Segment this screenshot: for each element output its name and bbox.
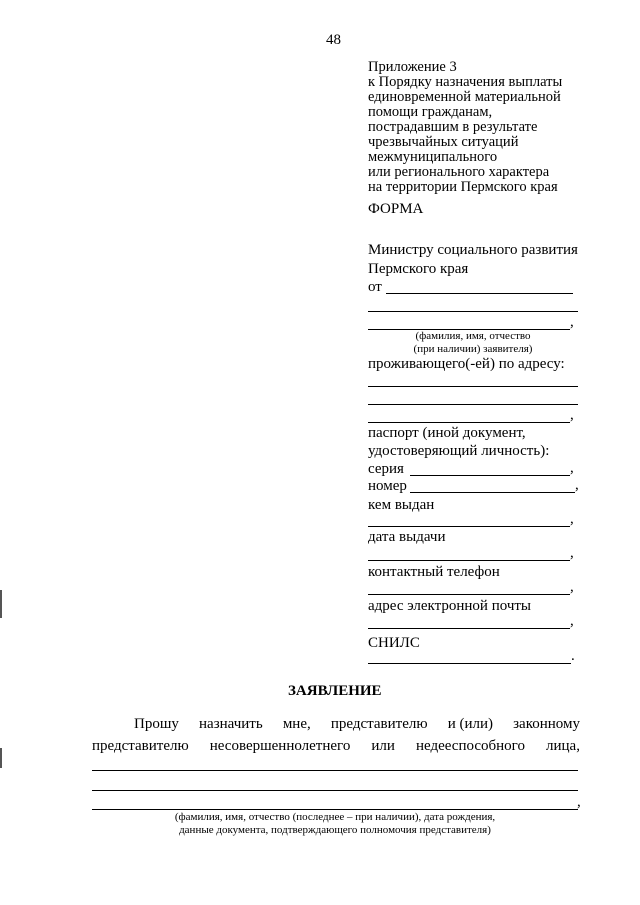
passport-series-field[interactable] (410, 475, 570, 476)
comma-mark: , (575, 477, 579, 493)
name-hint: (фамилия, имя, отчество (при наличии) заявителя) (413, 330, 533, 355)
representative-field[interactable] (92, 790, 578, 791)
comma-mark: , (570, 314, 574, 330)
address-field[interactable] (368, 422, 570, 423)
period-mark: . (571, 648, 575, 664)
issue-date-field[interactable] (368, 560, 570, 561)
issued-by-field[interactable] (368, 526, 570, 527)
appendix-line: единовременной материальной (368, 89, 561, 105)
representative-hint: (фамилия, имя, отчество (последнее – при наличии), дата рождения, данные документа, подтверждающего полномочия представителя) (174, 811, 496, 836)
statement-title: ЗАЯВЛЕНИЕ (288, 683, 382, 699)
statement-line-2 (92, 738, 580, 755)
appendix-line: к Порядку назначения выплаты (368, 74, 563, 90)
statement-word: лица, (546, 738, 580, 754)
address-field[interactable] (368, 404, 578, 405)
appendix-line: на территории Пермского края (368, 179, 558, 195)
form-label: ФОРМА (368, 201, 424, 217)
comma-mark: , (570, 460, 574, 476)
representative-field[interactable] (92, 770, 578, 771)
statement-word: мне, (282, 716, 311, 732)
issued-by-label: кем выдан (368, 497, 435, 513)
issue-date-label: дата выдачи (368, 529, 446, 545)
appendix-line: или регионального характера (368, 164, 550, 180)
comma-mark: , (570, 511, 574, 527)
from-label: от (368, 279, 382, 295)
snils-label: СНИЛС (368, 635, 420, 651)
addressee-line-1: Министру социального развития (368, 242, 578, 258)
statement-word: назначить (199, 716, 263, 732)
appendix-line: чрезвычайных ситуаций (368, 134, 519, 150)
appendix-line: Приложение 3 (368, 59, 457, 75)
appendix-heading (368, 60, 608, 195)
statement-word: и (или) (447, 716, 493, 732)
statement-word: несовершеннолетнего (209, 738, 351, 754)
statement-word: или (371, 738, 395, 754)
email-label: адрес электронной почты (368, 598, 532, 614)
addressee-line-2: Пермского края (368, 261, 469, 277)
appendix-line: межмуниципального (368, 149, 498, 165)
representative-field[interactable] (92, 809, 578, 810)
residence-label: проживающего(-ей) по адресу: (368, 356, 565, 372)
appendix-line: помощи гражданам, (368, 104, 493, 120)
comma-mark: , (570, 407, 574, 423)
phone-field[interactable] (368, 594, 570, 595)
statement-line-1 (134, 716, 580, 733)
statement-word: недееспособного (415, 738, 525, 754)
email-field[interactable] (368, 628, 570, 629)
comma-mark: , (577, 794, 581, 810)
comma-mark: , (570, 579, 574, 595)
comma-mark: , (570, 545, 574, 561)
number-label: номер (368, 478, 407, 494)
comma-mark: , (570, 613, 574, 629)
phone-label: контактный телефон (368, 564, 500, 580)
page-number: 48 (326, 32, 341, 48)
passport-label: паспорт (иной документ, удостоверяющий личность): (368, 425, 550, 459)
snils-field[interactable] (368, 663, 571, 664)
applicant-name-field[interactable] (386, 293, 573, 294)
address-field[interactable] (368, 386, 578, 387)
series-label: серия (368, 461, 404, 477)
passport-number-field[interactable] (410, 492, 575, 493)
statement-word: законному (513, 716, 580, 732)
scan-edge-mark (0, 590, 2, 618)
appendix-line: пострадавшим в результате (368, 119, 538, 135)
scan-edge-mark (0, 748, 2, 768)
statement-word: представителю (330, 716, 428, 732)
applicant-name-field[interactable] (368, 311, 578, 312)
statement-word: Прошу (134, 716, 179, 732)
statement-word: представителю (92, 738, 189, 754)
